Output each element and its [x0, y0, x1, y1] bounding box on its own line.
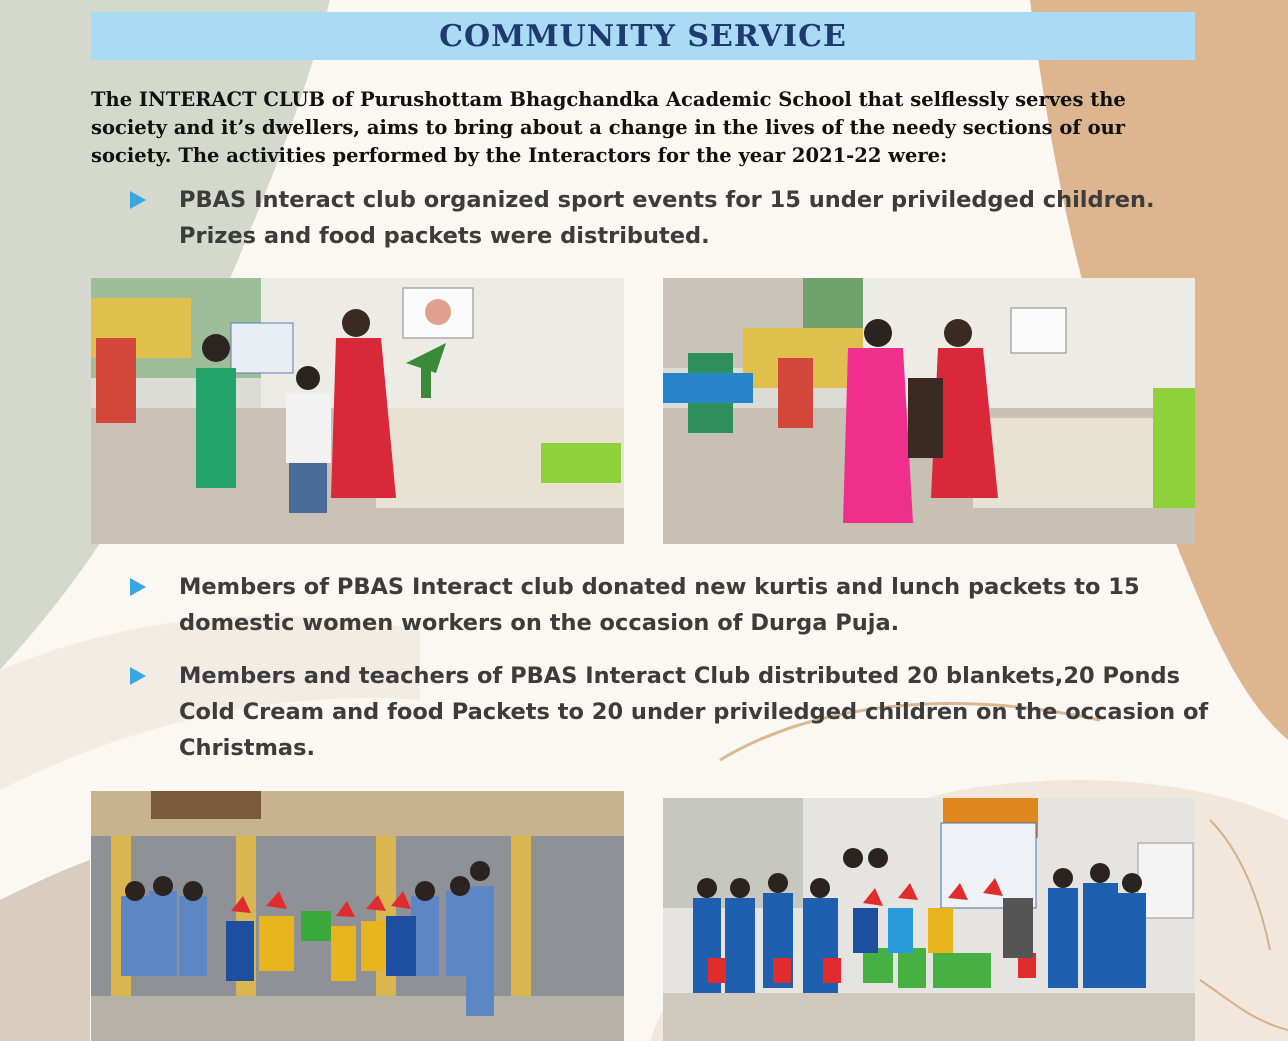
- photo-sports-event-2: [663, 278, 1195, 544]
- activity-item: [130, 569, 1210, 641]
- photo-christmas-distribution-2: [663, 798, 1195, 1041]
- triangle-bullet-icon: [130, 667, 146, 685]
- photo-sports-event-1: [91, 278, 624, 544]
- triangle-bullet-icon: [130, 578, 146, 596]
- page-title: COMMUNITY SERVICE: [439, 18, 847, 54]
- triangle-bullet-icon: [130, 191, 146, 209]
- activity-item: [130, 658, 1210, 766]
- intro-paragraph: The INTERACT CLUB of Purushottam Bhagchandka Academic School that selflessly serves the society and it’s dwellers, aims to bring about a change in the lives of the needy sections of our society. The activities performed by the Interactors for the year 2021-22 were:: [91, 88, 1126, 167]
- activity-text: Members of PBAS Interact club donated new kurtis and lunch packets to 15 domestic women workers on the occasion of Durga Puja.: [179, 574, 1140, 636]
- activity-item: [130, 182, 1210, 254]
- section-title-bar: [91, 12, 1195, 60]
- activity-text: PBAS Interact club organized sport events for 15 under priviledged children. Prizes and food packets were distributed.: [179, 187, 1155, 249]
- photo-christmas-distribution-1: [91, 791, 624, 1041]
- activity-text: Members and teachers of PBAS Interact Club distributed 20 blankets,20 Ponds Cold Cream and food Packets to 20 under priviledged children on the occasion of Christmas.: [179, 663, 1209, 761]
